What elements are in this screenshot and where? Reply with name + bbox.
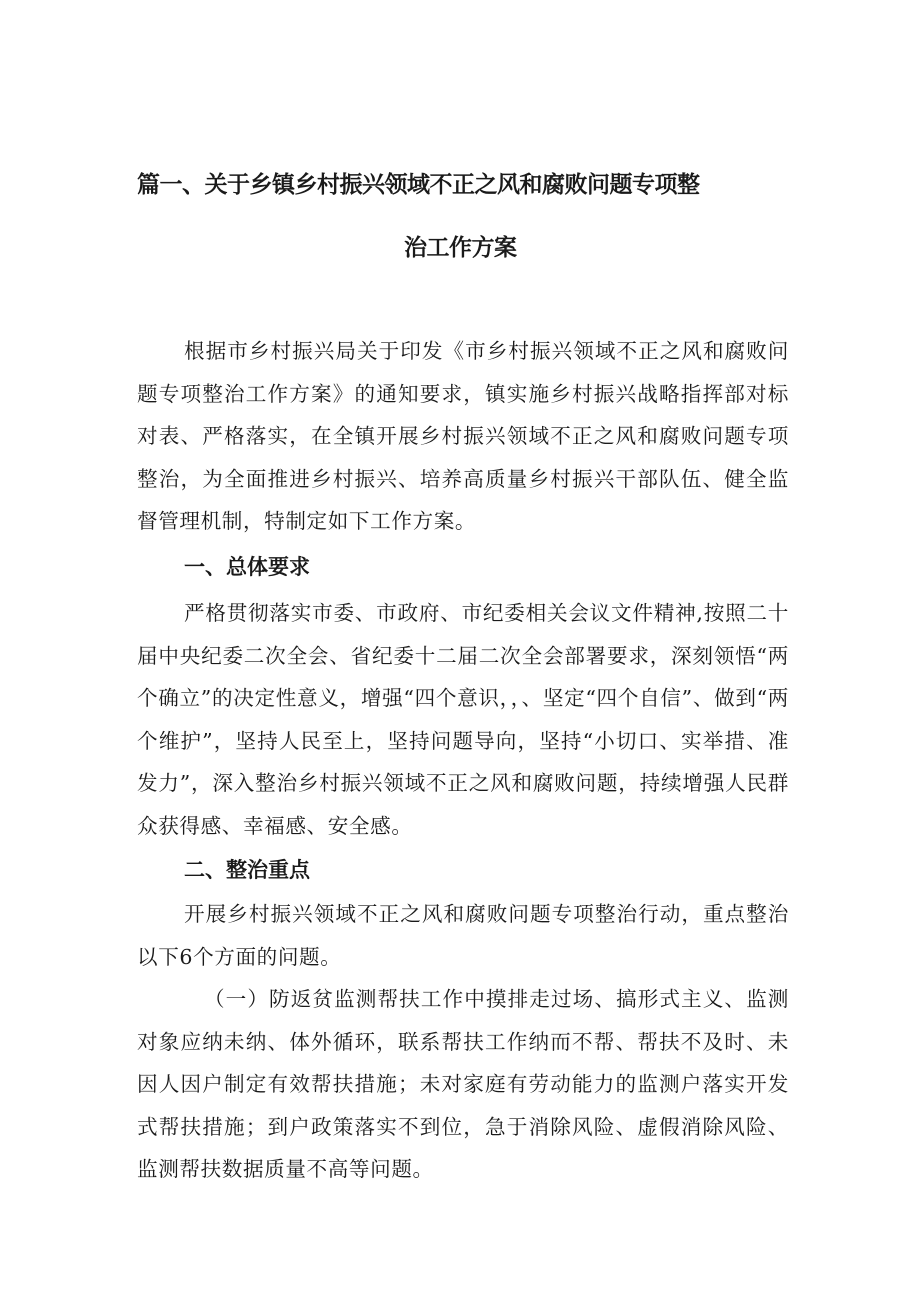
document-title-line-1: 篇一、关于乡镇乡村振兴领域不正之风和腐败问题专项整 xyxy=(137,172,700,198)
section-heading-key-rectification: 二、整治重点 xyxy=(184,858,310,882)
intro-paragraph: 根据市乡村振兴局关于印发《市乡村振兴领域不正之风和腐败问题专项整治工作方案》的通知要求，镇实施乡村振兴战略指挥部对标对表、严格落实，在全镇开展乡村振兴领域不正之风和腐败问题专项整治，为全面推进乡村振兴、培养高质量乡村振兴干部队伍、健全监督管理机制，特制定如下工作方案。 xyxy=(137,339,789,533)
item-1-paragraph: （一）防返贫监测帮扶工作中摸排走过场、搞形式主义、监测对象应纳未纳、体外循环，联系帮扶工作纳而不帮、帮扶不及时、未因人因户制定有效帮扶措施；未对家庭有劳动能力的监测户落实开发式帮扶措施；到户政策落实不到位，急于消除风险、虚假消除风险、监测帮扶数据质量不高等问题。 xyxy=(137,987,789,1181)
document-title-line-2: 治工作方案 xyxy=(404,235,517,261)
section-heading-general-requirements: 一、总体要求 xyxy=(184,555,310,579)
general-requirements-paragraph: 严格贯彻落实市委、市政府、市纪委相关会议文件精神,按照二十届中央纪委二次全会、省纪委十二届二次全会部署要求，深刻领悟“两个确立”的决定性意义，增强“四个意识，，、坚定“四个自信”、做到“两个维护”，坚持人民至上，坚持问题导向，坚持“小切口、实举措、准发力”，深入整治乡村振兴领域不正之风和腐败问题，持续增强人民群众获得感、幸福感、安全感。 xyxy=(137,601,789,838)
key-rectification-paragraph: 开展乡村振兴领域不正之风和腐败问题专项整治行动，重点整治以下6个方面的问题。 xyxy=(137,902,789,969)
